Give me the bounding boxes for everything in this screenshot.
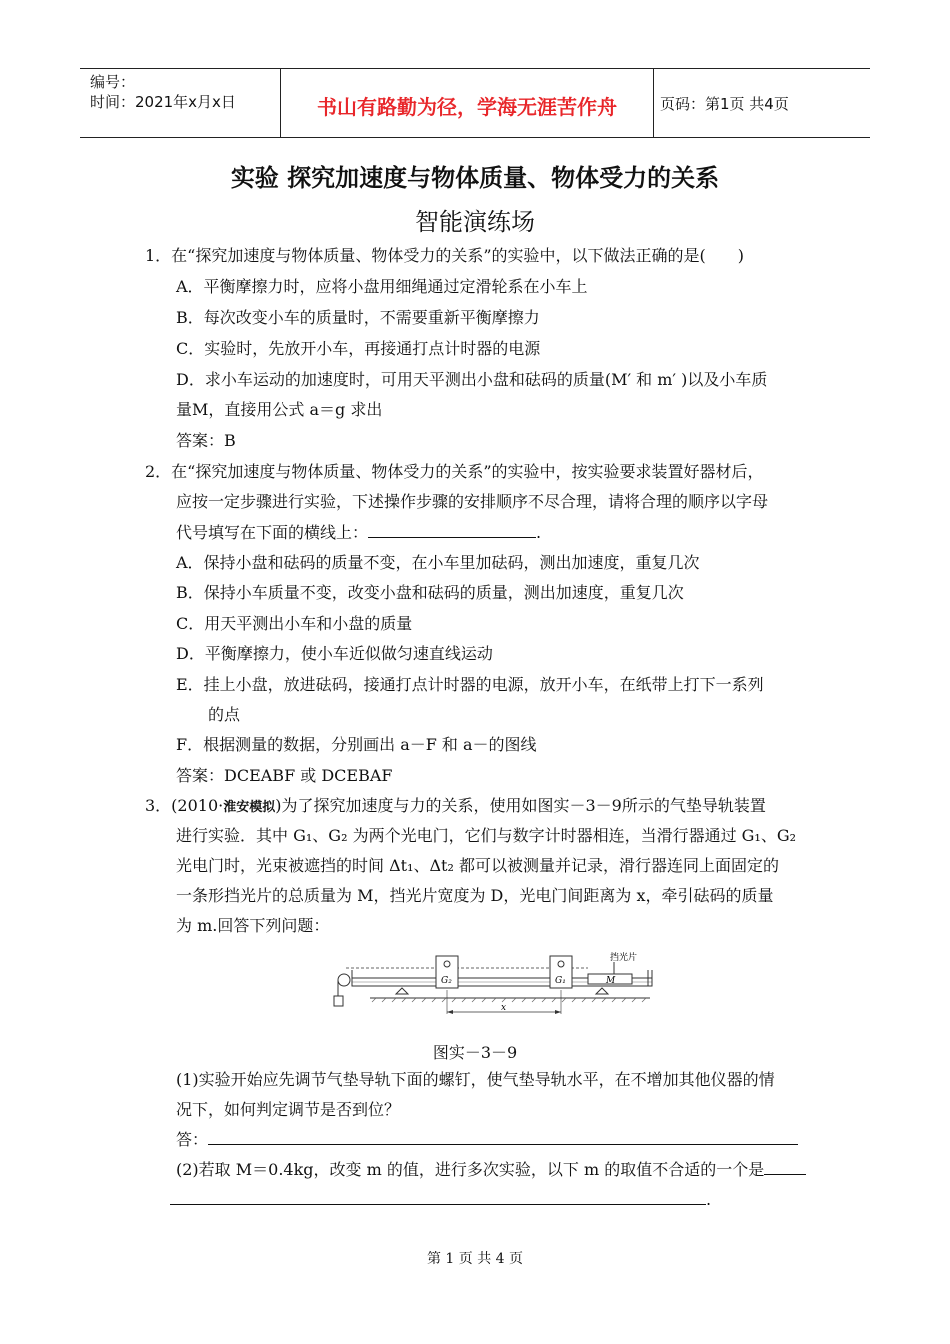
- q2-option-a: A．保持小盘和砝码的质量不变，在小车里加砝码，测出加速度，重复几次: [176, 553, 700, 572]
- q3-line1: [145, 796, 766, 818]
- page-footer: 第 1 页 共 4 页: [426, 1251, 524, 1267]
- x-label: x: [501, 1003, 507, 1013]
- glider-label: M: [606, 976, 616, 986]
- q3-line4: 一条形挡光片的总质量为 M，挡光片宽度为 D，光电门间距离为 x，牵引砝码的质量: [176, 886, 774, 905]
- q2-stem-line3: 代号填写在下面的横线上： .: [176, 523, 542, 542]
- q2-option-b: B．保持小车质量不变，改变小盘和砝码的质量，测出加速度，重复几次: [176, 583, 684, 602]
- page-header: [80, 68, 870, 138]
- q3-line5: 为 m.回答下列问题：: [176, 916, 330, 935]
- g1-label: G₁: [555, 976, 566, 986]
- q3-line3: 光电门时，光束被遮挡的时间 Δt₁、Δt₂ 都可以被测量并记录，滑行器连同上面固定的: [176, 856, 779, 875]
- q3-prefix: 3．(2010·: [145, 796, 224, 815]
- q2-option-d: D．平衡摩擦力，使小车近似做匀速直线运动: [176, 644, 493, 663]
- page-title: 实验 探究加速度与物体质量、物体受力的关系: [230, 164, 720, 192]
- q2-option-e-line2: 的点: [208, 705, 241, 724]
- q3-part2-text: (2)若取 M＝0.4kg，改变 m 的值，进行多次实验，以下 m 的取值不合适的一个是: [176, 1160, 765, 1179]
- q3-part2-answer-blank-2[interactable]: [170, 1190, 706, 1205]
- q3-part1-line2: 况下，如何判定调节是否到位？: [176, 1100, 401, 1119]
- q1-option-b: B．每次改变小车的质量时，不需要重新平衡摩擦力: [176, 308, 540, 327]
- q2-answer: 答案：DCEABF 或 DCEBAF: [176, 766, 393, 785]
- q1-stem: 1．在“探究加速度与物体质量、物体受力的关系”的实验中，以下做法正确的是( ): [145, 246, 745, 265]
- q1-option-d-line1: D．求小车运动的加速度时，可用天平测出小盘和砝码的质量(M′ 和 m′ )以及小车质: [176, 370, 768, 389]
- q3-part2-answer-blank-1[interactable]: [764, 1160, 806, 1175]
- q3-part1-answer-label: 答：: [176, 1130, 209, 1149]
- q2-stem-text: 代号填写在下面的横线上：: [176, 523, 369, 542]
- header-motto-cell: [280, 69, 654, 137]
- q1-option-d-line2: 量M，直接用公式 a＝g 求出: [176, 400, 383, 419]
- q1-answer: 答案：B: [176, 431, 236, 450]
- q3-source: 淮安模拟: [223, 800, 276, 815]
- q2-option-c: C．用天平测出小车和小盘的质量: [176, 614, 413, 633]
- q3-line1-text: )为了探究加速度与力的关系，使用如图实－3－9所示的气垫导轨装置: [275, 796, 766, 815]
- q3-part1-answer-line: [176, 1130, 798, 1150]
- q3-part2-line1: [176, 1160, 806, 1180]
- header-meta: [80, 69, 280, 137]
- q2-stem-line1: 2．在“探究加速度与物体质量、物体受力的关系”的实验中，按实验要求装置好器材后，: [145, 462, 764, 481]
- figure-caption: 图实－3－9: [432, 1043, 518, 1062]
- number-label: 编号：: [90, 73, 136, 91]
- q1-option-a: A．平衡摩擦力时，应将小盘用细绳通过定滑轮系在小车上: [176, 277, 588, 296]
- page-subtitle: 智能演练场: [415, 208, 535, 236]
- q3-part1-line1: (1)实验开始应先调节气垫导轨下面的螺钉，使气垫导轨水平，在不增加其他仪器的情: [176, 1070, 775, 1089]
- q3-line2: 进行实验．其中 G₁、G₂ 为两个光电门，它们与数字计时器相连，当滑行器通过 G₁、G₂: [176, 826, 797, 845]
- q3-part1-answer-blank[interactable]: [208, 1130, 798, 1145]
- header-motto: 书山有路勤为径，学海无涯苦作舟: [317, 95, 617, 119]
- q3-part2-line2: .: [170, 1190, 711, 1210]
- air-track-diagram: [330, 950, 660, 1020]
- q2-option-f: F．根据测量的数据，分别画出 a－F 和 a－的图线: [176, 735, 537, 754]
- q2-answer-blank[interactable]: [368, 523, 536, 538]
- g2-label: G₂: [441, 976, 452, 986]
- header-page-info: 页码：第1页 共4页: [660, 95, 789, 113]
- time-label: 时间：2021年x月x日: [90, 93, 236, 111]
- q2-stem-line2: 应按一定步骤进行实验，下述操作步骤的安排顺序不尽合理，请将合理的顺序以字母: [176, 492, 769, 511]
- q1-option-c: C．实验时，先放开小车，再接通打点计时器的电源: [176, 339, 541, 358]
- shading-plate-label: 挡光片: [610, 953, 638, 963]
- q2-option-e-line1: E．挂上小盘，放进砝码，接通打点计时器的电源，放开小车，在纸带上打下一系列: [176, 675, 764, 694]
